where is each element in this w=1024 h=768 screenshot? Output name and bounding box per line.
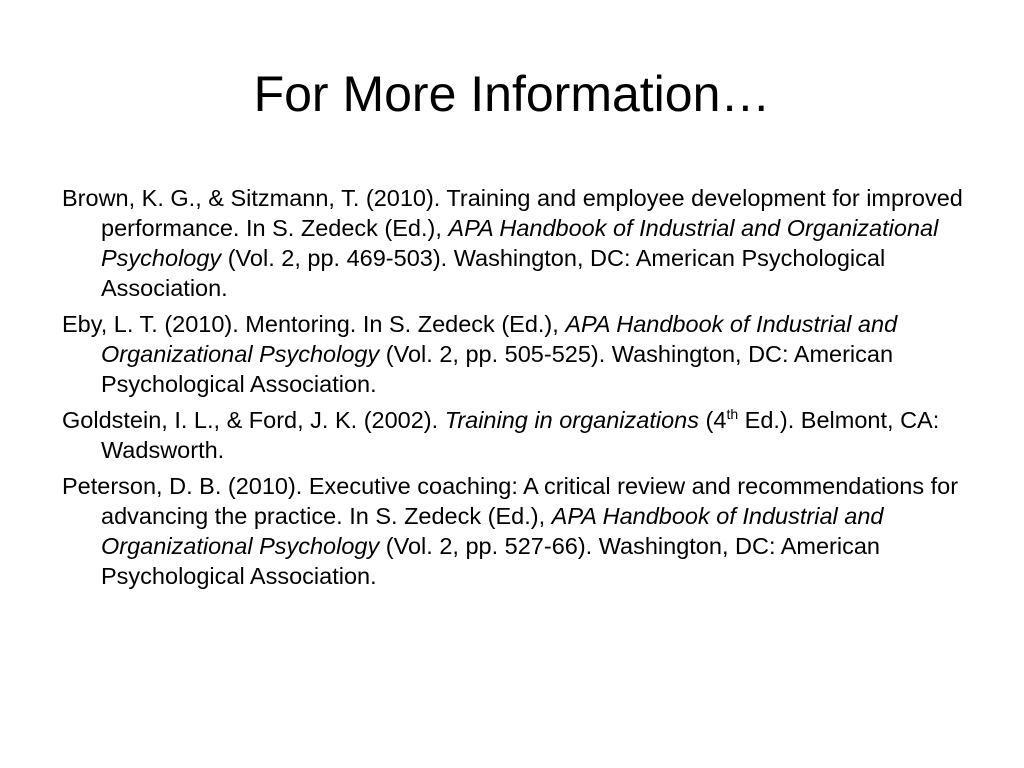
reference-goldstein-ford	[62, 405, 972, 465]
reference-text: Eby, L. T. (2010). Mentoring. In S. Zedeck (Ed.),	[62, 311, 566, 337]
reference-text: (4	[699, 407, 727, 433]
reference-list	[62, 183, 972, 597]
reference-eby	[62, 309, 972, 399]
edition-superscript: th	[726, 406, 739, 423]
reference-text: (Vol. 2, pp. 469-503). Washington, DC: American Psychological Association.	[101, 245, 886, 301]
slide-title: For More Information…	[253, 66, 771, 122]
reference-text: Brown, K. G., & Sitzmann, T. (2010). Training and employee development for improved performance. In S. Zedeck (Ed.),	[62, 185, 963, 241]
reference-source-title: APA Handbook of Industrial and Organizational Psychology	[101, 215, 939, 271]
reference-source-title: APA Handbook of Industrial and Organizational Psychology	[101, 503, 884, 559]
reference-text: Goldstein, I. L., & Ford, J. K. (2002).	[62, 407, 445, 433]
reference-source-title: APA Handbook of Industrial and Organizational Psychology	[101, 311, 898, 367]
reference-text: Ed.). Belmont, CA: Wadsworth.	[101, 407, 940, 463]
reference-source-title: Training in organizations	[444, 407, 699, 433]
reference-brown-sitzmann	[62, 183, 972, 303]
reference-text: Peterson, D. B. (2010). Executive coaching: A critical review and recommendations for advancing the practice. In S. Zedeck (Ed.),	[62, 473, 959, 529]
reference-text: (Vol. 2, pp. 505-525). Washington, DC: American Psychological Association.	[101, 341, 894, 397]
reference-peterson	[62, 471, 972, 591]
reference-text: (Vol. 2, pp. 527-66). Washington, DC: American Psychological Association.	[101, 533, 880, 589]
